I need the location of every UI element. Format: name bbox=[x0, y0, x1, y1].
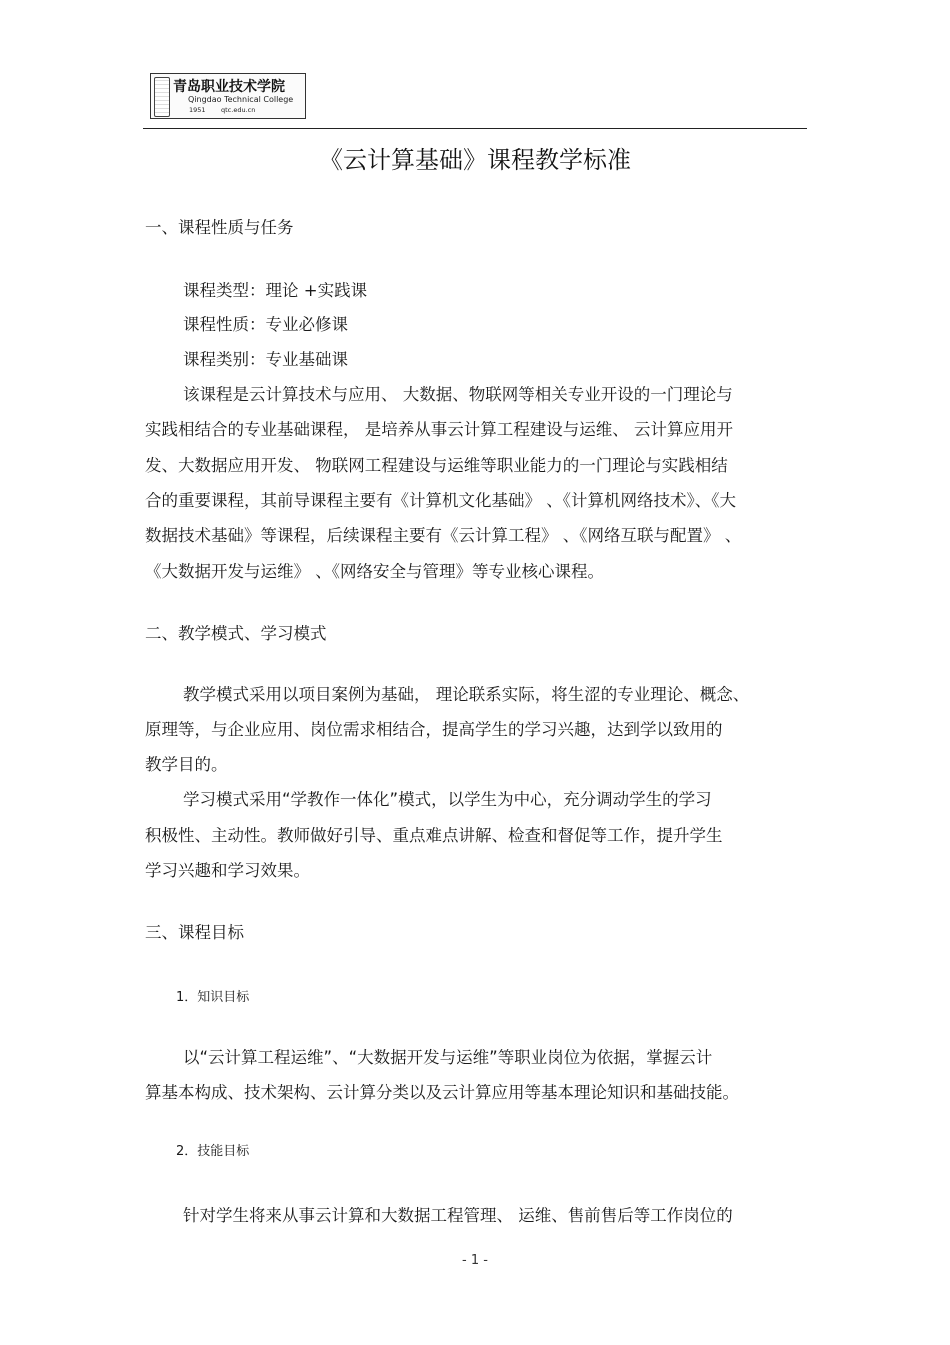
logo-chinese-name: 青岛职业技术学院 bbox=[173, 79, 285, 95]
paragraph-line: 数据技术基础》等课程，后续课程主要有《云计算工程》 、《网络互联与配置》 、 bbox=[145, 526, 742, 545]
logo-seal-icon bbox=[154, 77, 170, 117]
section-heading-3: 三、课程目标 bbox=[145, 923, 244, 942]
paragraph-line: 该课程是云计算技术与应用、 大数据、物联网等相关专业开设的一门理论与 bbox=[183, 385, 733, 404]
section-heading-1: 一、课程性质与任务 bbox=[145, 218, 294, 237]
paragraph-line: 针对学生将来从事云计算和大数据工程管理、 运维、售前售后等工作岗位的 bbox=[183, 1206, 733, 1225]
page-number: - 1 - bbox=[462, 1253, 488, 1268]
logo-year: 1951 bbox=[189, 106, 206, 114]
paragraph-line: 合的重要课程，其前导课程主要有《计算机文化基础》 、《计算机网络技术》、《大 bbox=[145, 491, 736, 510]
document-title: 《云计算基础》课程教学标准 bbox=[319, 146, 631, 174]
paragraph-line: 教学模式采用以项目案例为基础， 理论联系实际，将生涩的专业理论、概念、 bbox=[183, 685, 750, 704]
course-category: 课程类别：专业基础课 bbox=[183, 350, 348, 369]
paragraph-line: 以“云计算工程运维”、“大数据开发与运维”等职业岗位为依据，掌握云计 bbox=[183, 1048, 713, 1067]
section-heading-2: 二、教学模式、学习模式 bbox=[145, 624, 327, 643]
logo-url: qtc.edu.cn bbox=[221, 106, 256, 114]
paragraph-line: 学习模式采用“学教作一体化”模式，以学生为中心，充分调动学生的学习 bbox=[183, 790, 712, 809]
header-rule bbox=[143, 128, 807, 129]
paragraph-line: 教学目的。 bbox=[145, 755, 228, 774]
paragraph-line: 原理等，与企业应用、岗位需求相结合，提高学生的学习兴趣，达到学以致用的 bbox=[145, 720, 723, 739]
paragraph-line: 学习兴趣和学习效果。 bbox=[145, 861, 310, 880]
paragraph-line: 实践相结合的专业基础课程， 是培养从事云计算工程建设与运维、 云计算应用开 bbox=[145, 420, 733, 439]
subheading-knowledge: 1．知识目标 bbox=[176, 990, 250, 1005]
logo-english-name: Qingdao Technical College bbox=[188, 95, 294, 104]
course-type: 课程类型：理论 +实践课 bbox=[183, 281, 368, 300]
paragraph-line: 算基本构成、技术架构、云计算分类以及云计算应用等基本理论知识和基础技能。 bbox=[145, 1083, 739, 1102]
course-nature: 课程性质：专业必修课 bbox=[183, 315, 348, 334]
subheading-skills: 2．技能目标 bbox=[176, 1144, 250, 1159]
paragraph-line: 《大数据开发与运维》 、《网络安全与管理》等专业核心课程。 bbox=[145, 562, 604, 581]
paragraph-line: 发、大数据应用开发、 物联网工程建设与运维等职业能力的一门理论与实践相结 bbox=[145, 456, 728, 475]
paragraph-line: 积极性、主动性。教师做好引导、重点难点讲解、检查和督促等工作，提升学生 bbox=[145, 826, 723, 845]
college-logo bbox=[150, 73, 306, 119]
